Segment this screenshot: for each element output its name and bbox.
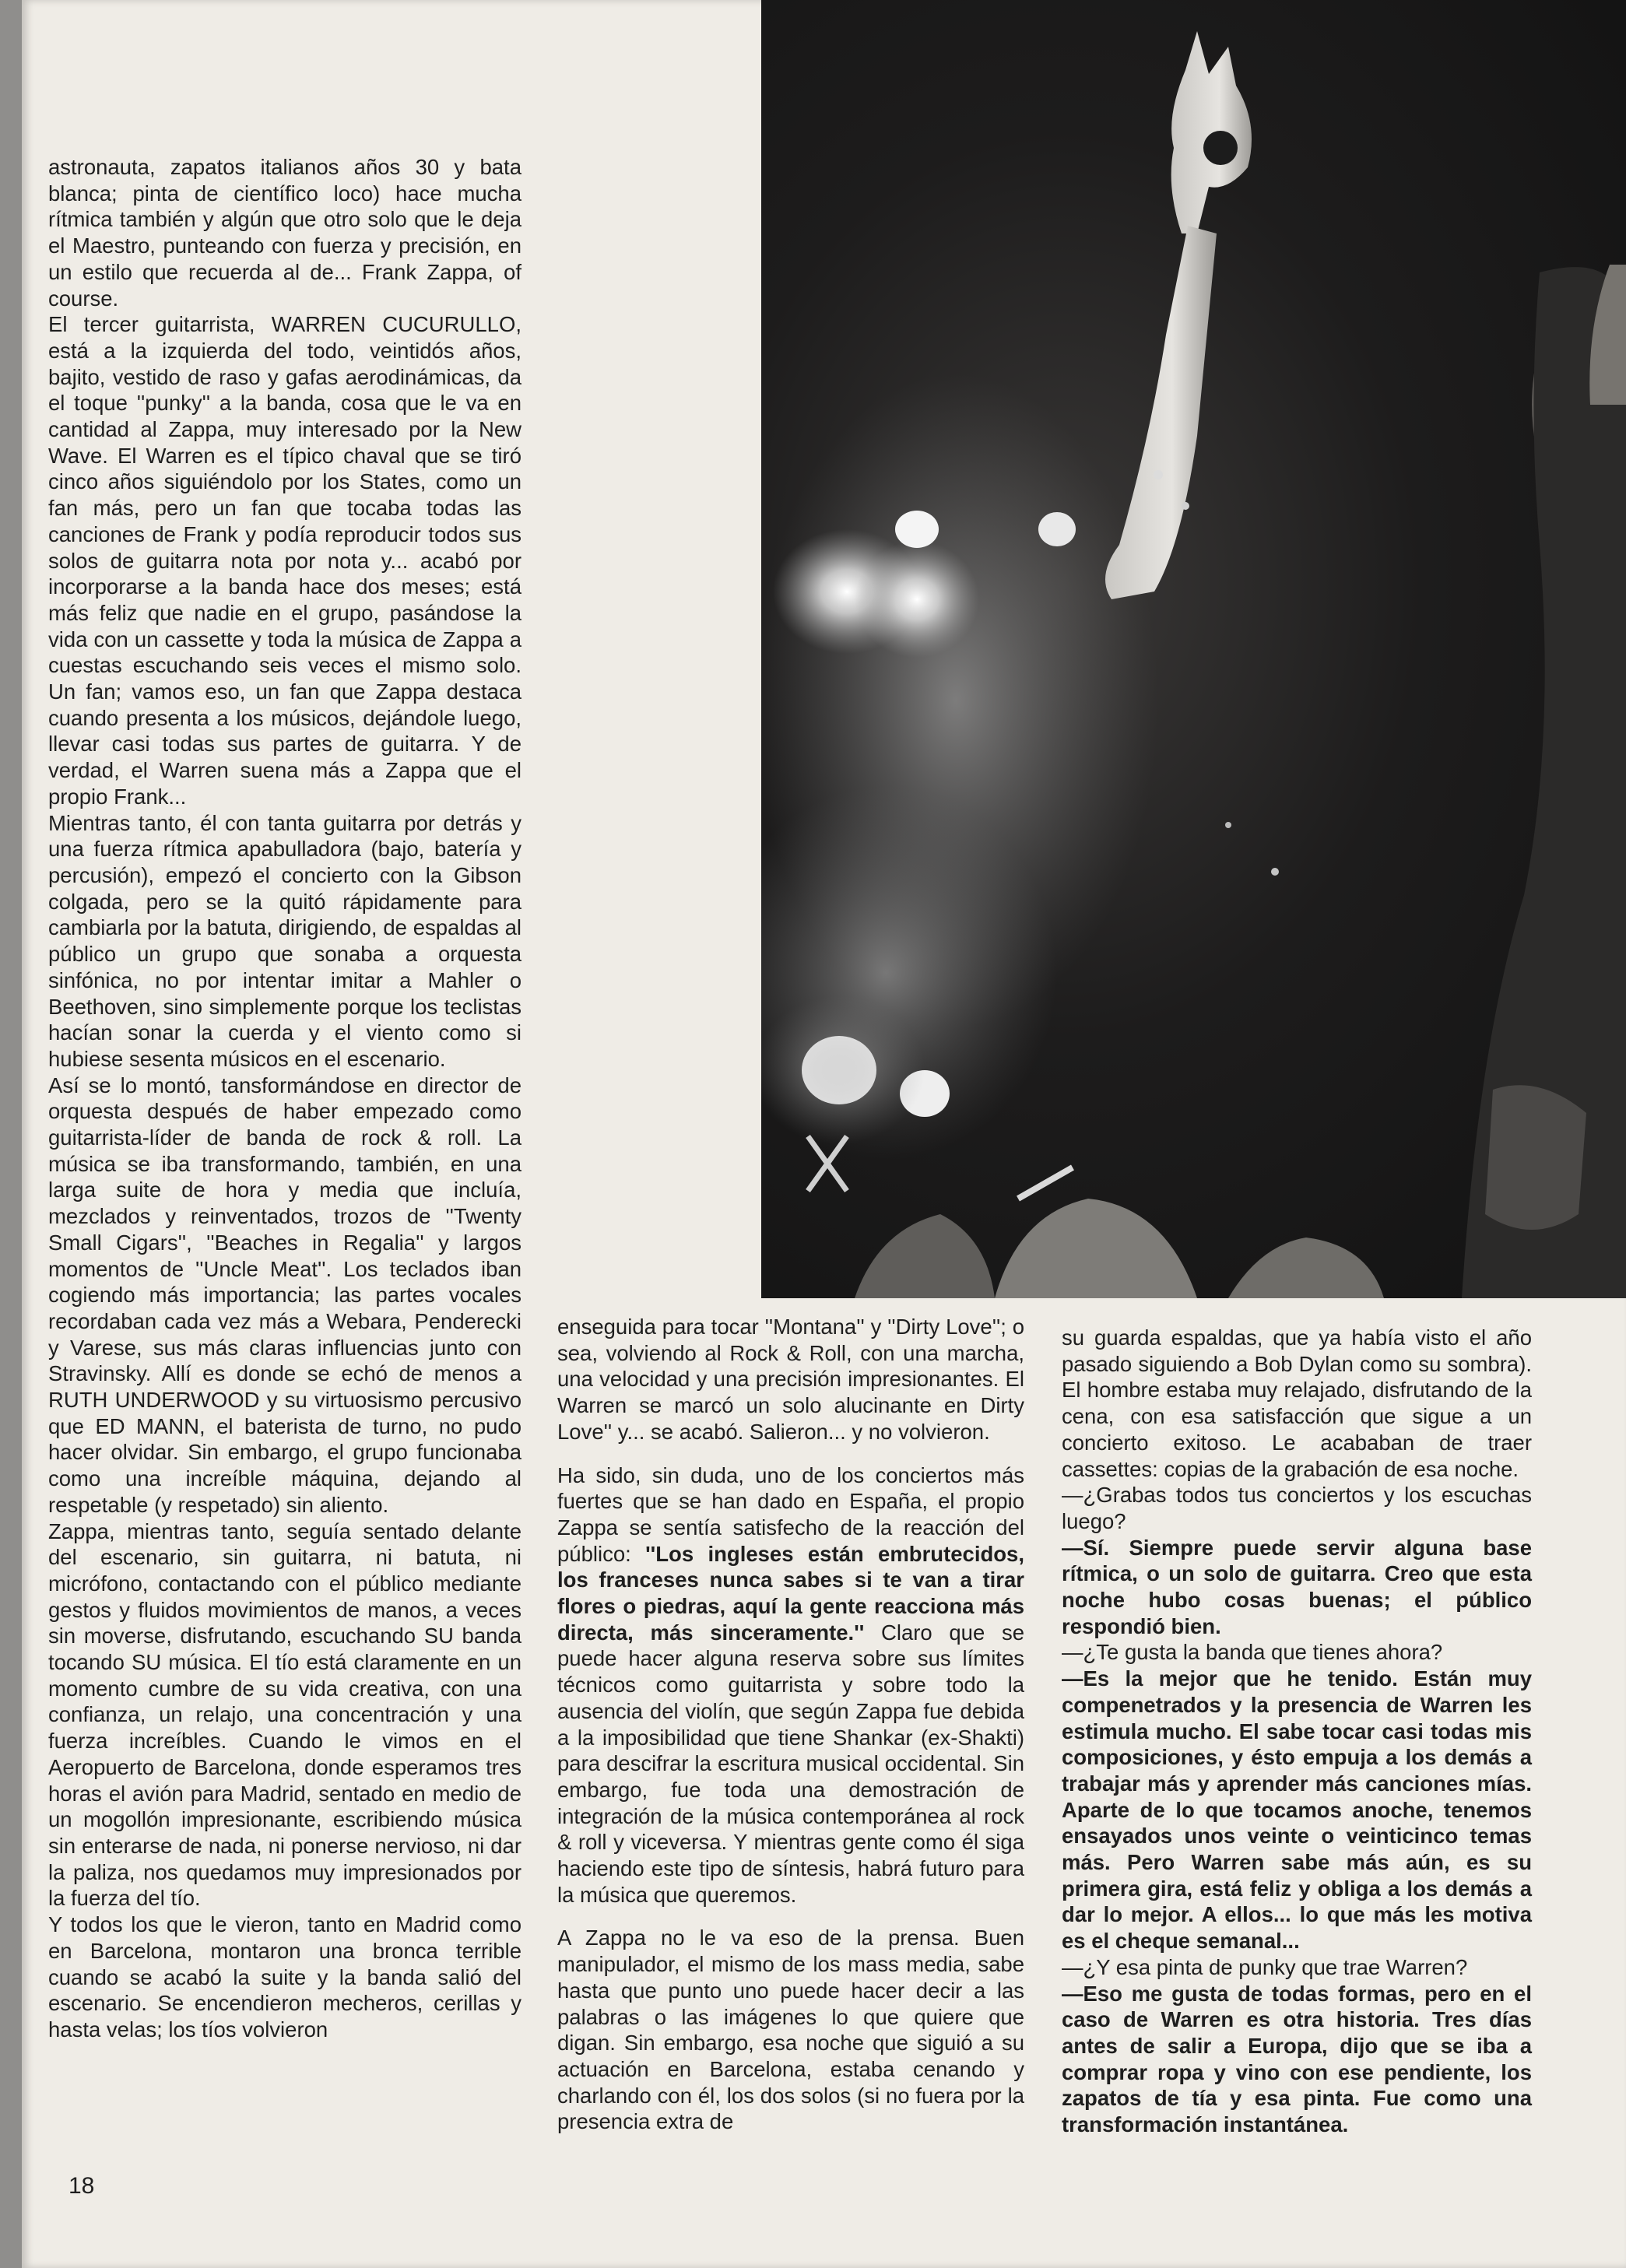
article-column-1 [48,154,522,2043]
paragraph: su guarda espaldas, que ya había visto el año pasado siguiendo a Bob Dylan como su sombra). El hombre estaba muy relajado, disfrutando de la cena, con esa satisfacción que sigue a un concierto exitoso. Le acababan de traer cassettes: copias de la grabación de esa noche. [1062,1325,1532,1481]
interview-answer: —Eso me gusta de todas formas, pero en el caso de Warren es otra historia. Tres días antes de salir a Europa, dijo que se iba a comprar ropa y vino con ese pendiente, los zapatos de tía y esa pinta. Fue como una transformación instantánea. [1062,1981,1532,2137]
paragraph: El tercer guitarrista, WARREN CUCURULLO, está a la izquierda del todo, veintidós años, bajito, vestido de raso y gafas aerodinámicas, da el toque ''punky'' a la banda, cosa que le va en cantidad al Zappa, muy interesado por la New Wave. El Warren es el típico chaval que se tiró cinco años siguiéndolo por los States, como un fan más, pero un fan que tocaba todas las canciones de Frank y podía reproducir todos sus solos de guitarra nota por nota y... acabó por incorporarse a la banda hace dos meses; está más feliz que nadie en el grupo, pasándose la vida con un cassette y toda la música de Zappa a cuestas escuchando seis veces el mismo solo. Un fan; vamos eso, un fan que Zappa destaca cuando presenta a los músicos, dejándole luego, llevar casi todas sus partes de guitarra. Y de verdad, el Warren suena más a Zappa que el propio Frank... [48,312,522,809]
paragraph [557,1462,1024,1908]
paragraph: astronauta, zapatos italianos años 30 y bata blanca; pinta de científico loco) hace mucha rítmica también y algún que otro solo que le deja el Maestro, punteando con fuerza y precisión, en un estilo que recuerda al de... Frank Zappa, of course. [48,155,522,311]
concert-photo [761,0,1626,1298]
concert-photo-image [761,0,1626,1298]
interview-answer: —Es la mejor que he tenido. Están muy compenetrados y la presencia de Warren les estimula mucho. El sabe tocar casi todas mis composiciones, y ésto empuja a los demás a trabajar más y aprender más canciones mías. Aparte de lo que tocamos anoche, tenemos ensayados unos veinte o veinticinco temas más. Pero Warren sabe más aún, es su primera gira, está feliz y obliga a los demás a dar lo mejor. A ellos... lo que más les motiva es el cheque semanal... [1062,1666,1532,1954]
page-number: 18 [68,2173,95,2199]
article-column-2 [557,1314,1024,2135]
interview-answer: —Sí. Siempre puede servir alguna base rítmica, o un solo de guitarra. Creo que esta noche hubo cosas buenas; el público respondió bien. [1062,1535,1532,1638]
text-run: Claro que se puede hacer alguna reserva sobre sus límites técnicos como guitarrista y sobre todo la ausencia del violín, que según Zappa fue debida a la imposibilidad que tiene Shankar (ex-Shakti) para descifrar la escritura musical occidental. Sin embargo, fue toda una demostración de integración de la música contemporánea al rock & roll y viceversa. Y mientras gente como él siga haciendo este tipo de síntesis, habrá futuro para la música que queremos. [557,1620,1024,1907]
paragraph: enseguida para tocar ''Montana'' y ''Dirty Love''; o sea, volviendo al Rock & Roll, con una marcha, una velocidad y una precisión impresionantes. El Warren se marcó un solo alucinante en Dirty Love'' y... se acabó. Salieron... y no volvieron. [557,1315,1024,1444]
interview-question: —¿Y esa pinta de punky que trae Warren? [1062,1954,1468,1979]
paragraph: A Zappa no le va eso de la prensa. Buen manipulador, el mismo de los mass media, sabe hasta que punto uno puede hacer decir a las palabras o las imágenes lo que quiere que digan. Sin embargo, esa noche que siguió a su actuación en Barcelona, estaba cenando y charlando con él, los dos solos (si no fuera por la presencia extra de [557,1926,1024,2134]
interview-question: —¿Grabas todos tus conciertos y los escuchas luego? [1062,1483,1532,1533]
article-column-3 [1062,1325,1532,2138]
text-run: Ha sido, sin duda, uno de los conciertos más fuertes que se han dado en España, el propio Zappa se sentía satisfecho de la reacción del público: [557,1462,1024,1566]
paragraph: Zappa, mientras tanto, seguía sentado delante del escenario, sin guitarra, ni batuta, ni micrófono, contactando con el público mediante gestos y fluidos movimientos de manos, a veces sin moverse, disfrutando, escuchando SU banda tocando SU música. El tío está claramente en un momento cumbre de su vida creativa, con una confianza, un relajo, una concentración y una fuerza increíbles. Cuando le vimos en el Aeropuerto de Barcelona, donde esperamos tres horas el avión para Madrid, sentado en medio de un mogollón impresionante, escribiendo música sin enterarse de nada, ni ponerse nervioso, ni dar la paliza, nos quedamos muy impresionados por la fuerza del tío. [48,1518,522,1911]
paragraph: Así se lo montó, tansformándose en director de orquesta después de haber empezado como guitarrista-líder de banda de rock & roll. La música se iba transformando, también, en una larga suite de hora y media que incluía, mezclados y reinventados, trozos de ''Twenty Small Cigars'', ''Beaches in Regalia'' y largos momentos de ''Uncle Meat''. Los teclados iban cogiendo más importancia; las partes vocales recordaban cada vez más a Webara, Penderecki y Varese, sus más claras influencias junto con Stravinsky. Allí es donde se echó de menos a RUTH UNDERWOOD y su virtuosismo percusivo que ED MANN, el baterista de turno, no pudo hacer olvidar. Sin embargo, el grupo funcionaba como una increíble máquina, dejando al respetable (y respetado) sin aliento. [48,1073,522,1517]
zappa-quote: ''Los ingleses están embrutecidos, los franceses nunca sabes si te van a tirar flores o piedras, aquí la gente reacciona más directa, más sinceramente.'' [557,1541,1024,1645]
interview-question: —¿Te gusta la banda que tienes ahora? [1062,1640,1443,1665]
paragraph: Mientras tanto, él con tanta guitarra por detrás y una fuerza rítmica apabulladora (bajo, batería y percusión), empezó el concierto con la Gibson colgada, pero se la quitó rápidamente para cambiarla por la batuta, dirigiendo, de espaldas al público un grupo que sonaba a orquesta sinfónica, no por intentar imitar a Mahler o Beethoven, sino simplemente porque los teclistas hacían sonar la cuerda y el viento como si hubiese sesenta músicos en el escenario. [48,810,522,1071]
paragraph: Y todos los que le vieron, tanto en Madrid como en Barcelona, montaron una bronca terrible cuando se acabó la suite y la banda salió del escenario. Se encendieron mecheros, cerillas y hasta velas; los tíos volvieron [48,1912,522,2042]
